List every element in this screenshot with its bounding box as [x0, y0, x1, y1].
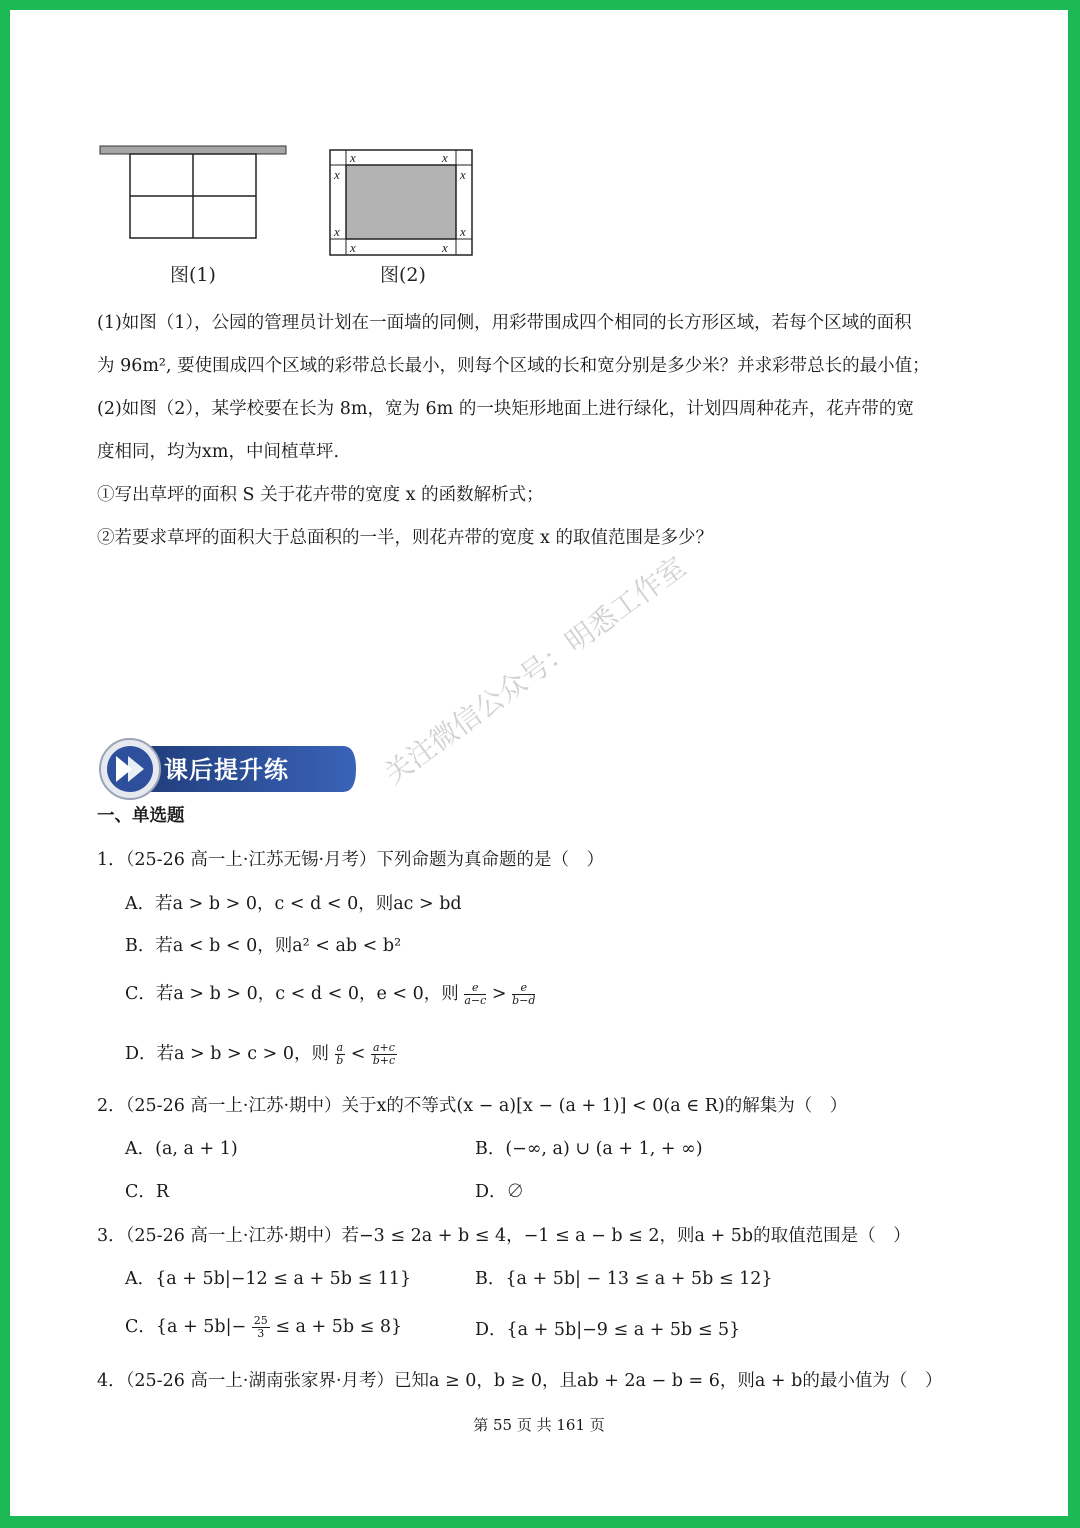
comparison-sign: > — [491, 984, 507, 1004]
problem-part2-line2: 度相同，均为xm，中间植草坪. — [97, 442, 340, 462]
problem-part2-sub2: ②若要求草坪的面积大于总面积的一半，则花卉带的宽度 x 的取值范围是多少？ — [97, 528, 713, 548]
option-c-text-tail: ≤ a + 5b ≤ 8} — [275, 1317, 403, 1337]
question-1-option-d — [125, 1040, 397, 1067]
fraction-numerator: e — [512, 982, 535, 995]
figure-1-diagram — [100, 146, 286, 238]
x-label: x — [442, 150, 448, 165]
fraction — [512, 982, 535, 1007]
question-2-option-b: B．(−∞, a) ∪ (a + 1, + ∞) — [475, 1139, 703, 1159]
fraction — [335, 1042, 346, 1067]
problem-part2-line1: (2)如图（2），某学校要在长为 8m，宽为 6m 的一块矩形地面上进行绿化，计划四周种花卉，花卉带的宽 — [97, 399, 914, 419]
fraction-numerator: a+c — [372, 1041, 395, 1054]
watermark: 关注微信公众号：明悉工作室 — [377, 550, 692, 791]
question-3-option-d: D．{a + 5b|−9 ≤ a + 5b ≤ 5} — [475, 1320, 741, 1340]
problem-part1-line2: 为 96m², 要使围成四个区域的彩带总长最小，则每个区域的长和宽分别是多少米？并求彩带总长的最小值； — [97, 356, 930, 376]
figure-2-caption: 图(2) — [380, 264, 426, 286]
question-2-stem: 2．（25-26 高一上·江苏·期中）关于x的不等式(x − a)[x − (a + 1)] < 0(a ∈ R)的解集为（ ） — [97, 1096, 848, 1116]
fraction-denominator: b−d — [512, 994, 536, 1007]
question-1-option-c — [125, 980, 535, 1007]
fraction-denominator: b — [336, 1054, 344, 1067]
question-4-stem: 4．（25-26 高一上·湖南张家界·月考）已知a ≥ 0，b ≥ 0，且ab + 2a − b = 6，则a + b的最小值为（ ） — [97, 1371, 943, 1391]
document-page — [10, 10, 1068, 1516]
banner-title: 课后提升练 — [164, 756, 289, 784]
option-c-text: C．若a > b > 0，c < d < 0，e < 0，则 — [125, 984, 459, 1004]
problem-part2-sub1: ①写出草坪的面积 S 关于花卉带的宽度 x 的函数解析式； — [97, 485, 544, 505]
fraction-numerator: 25 — [253, 1314, 268, 1327]
x-label: x — [334, 167, 340, 182]
section-title: 一、单选题 — [97, 806, 185, 826]
problem-part1-line1: (1)如图（1），公园的管理员计划在一面墙的同侧，用彩带围成四个相同的长方形区域，若每个区域的面积 — [97, 313, 912, 333]
comparison-sign: < — [350, 1044, 366, 1064]
fraction-denominator: b+c — [372, 1054, 396, 1067]
question-1-stem: 1．（25-26 高一上·江苏无锡·月考）下列命题为真命题的是（ ） — [97, 850, 605, 870]
figure-1-caption: 图(1) — [170, 264, 216, 286]
question-2-option-c: C．R — [125, 1182, 170, 1202]
option-d-text: D．若a > b > c > 0，则 — [125, 1044, 329, 1064]
question-3-stem: 3．（25-26 高一上·江苏·期中）若−3 ≤ 2a + b ≤ 4，−1 ≤ a − b ≤ 2，则a + 5b的取值范围是（ ） — [97, 1226, 911, 1246]
question-3-option-b: B．{a + 5b| − 13 ≤ a + 5b ≤ 12} — [475, 1269, 773, 1289]
figures — [10, 10, 610, 310]
x-label: x — [350, 150, 356, 165]
fraction-numerator: a — [336, 1041, 344, 1054]
fraction-numerator: e — [464, 982, 486, 995]
x-label: x — [460, 224, 466, 239]
x-label: x — [442, 240, 448, 255]
question-3-option-c — [125, 1313, 402, 1340]
question-1-option-b: B．若a < b < 0，则a² < ab < b² — [125, 936, 402, 956]
question-2-option-d: D．∅ — [475, 1182, 525, 1202]
question-2-option-a: A．(a, a + 1) — [125, 1139, 238, 1159]
fraction-denominator: 3 — [257, 1327, 265, 1340]
x-label: x — [334, 224, 340, 239]
option-c-text: C．{a + 5b|− — [125, 1317, 247, 1337]
fraction — [464, 982, 486, 1007]
page-footer: 第 55 页 共 161 页 — [473, 1416, 605, 1434]
x-label: x — [460, 167, 466, 182]
figure-2-diagram — [330, 150, 472, 255]
question-3-option-a: A．{a + 5b|−12 ≤ a + 5b ≤ 11} — [125, 1269, 412, 1289]
fraction — [371, 1042, 397, 1067]
x-label: x — [350, 240, 356, 255]
problem-text — [97, 302, 997, 560]
fraction — [252, 1315, 270, 1340]
fraction-denominator: a−c — [464, 994, 487, 1007]
question-1-option-a: A．若a > b > 0，c < d < 0，则ac > bd — [125, 894, 462, 914]
